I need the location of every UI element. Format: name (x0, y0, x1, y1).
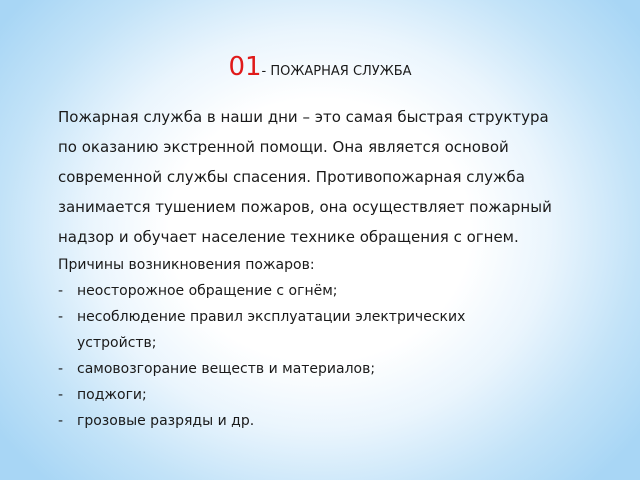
causes-list (58, 278, 618, 434)
intro-paragraph (58, 102, 618, 252)
bullet-dash: - (58, 361, 64, 377)
list-item-text: неосторожное обращение с огнём; (77, 283, 338, 299)
list-item-text: поджоги; (77, 387, 147, 403)
paragraph-line: занимается тушением пожаров, она осуществляет пожарный (58, 198, 552, 216)
list-item-text: устройств; (77, 335, 157, 351)
list-item (58, 356, 618, 382)
paragraph-line: современной службы спасения. Противопожарная служба (58, 168, 525, 186)
list-item-text: несоблюдение правил эксплуатации электрических (77, 309, 466, 325)
paragraph-line: надзор и обучает население технике обращения с огнем. (58, 228, 519, 246)
paragraph-line: по оказанию экстренной помощи. Она является основой (58, 138, 509, 156)
title-number: 01 (228, 52, 262, 82)
bullet-dash: - (58, 413, 64, 429)
list-item-text: самовозгорание веществ и материалов; (77, 361, 376, 377)
list-item (58, 382, 618, 408)
causes-heading: Причины возникновения пожаров: (58, 257, 315, 273)
list-item-text: грозовые разряды и др. (77, 413, 255, 429)
list-item (58, 278, 618, 304)
title-text: - ПОЖАРНАЯ СЛУЖБА (261, 64, 412, 79)
bullet-dash: - (58, 387, 64, 403)
slide-body (58, 102, 618, 434)
list-item (58, 304, 618, 356)
bullet-dash: - (58, 283, 64, 299)
slide-title (0, 52, 640, 82)
bullet-dash: - (58, 309, 64, 325)
paragraph-line: Пожарная служба в наши дни – это самая быстрая структура (58, 108, 549, 126)
list-item (58, 408, 618, 434)
